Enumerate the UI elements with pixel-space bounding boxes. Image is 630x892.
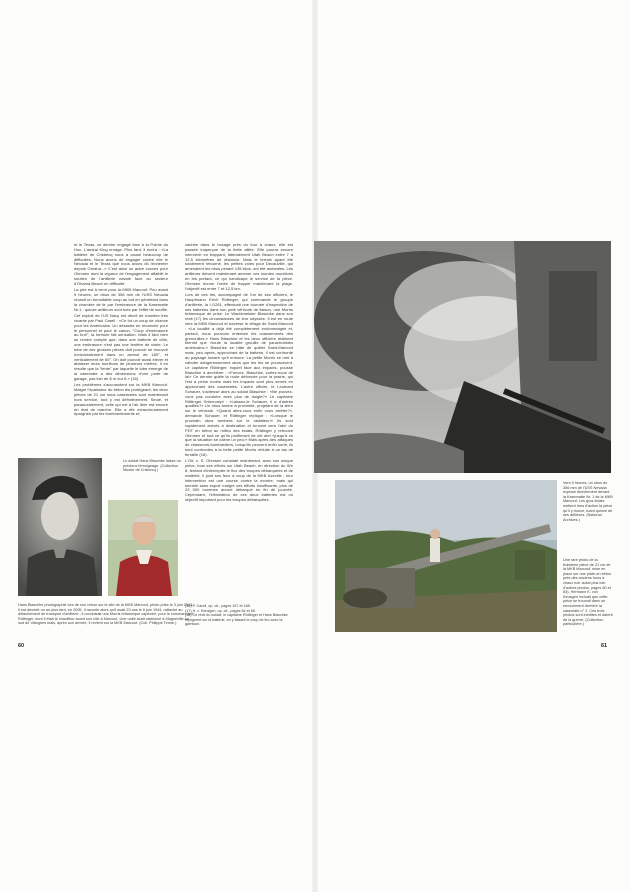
footnote-16: (16) P. Carell, op. cit., pages 167 et 168. [185,604,251,608]
paragraph: et le Texas, ce dernier engagé face à la Pointe du Hoc. L'amiral King enrage. Plus tard, il écrira : «La batterie de Crisbecq nous a causé beaucoup de difficultés. Nous avons dû engager contre elle le Nevada et le Texas que nous avons dû réorienter depuis Omaha...» C'est ainsi un autre succès pour Ohmsen dont la vigueur de l'engagement affaiblit le soutien de l'artillerie navale face au secteur d'Ohama Beach en difficulté. [74,243,168,286]
footnote-17: (17) H. v. Keusgen, op. cit., pages 64 et 65. [185,608,256,613]
paragraph: cachée dans le bocage près du four à chaux, elle est passée inaperçue de la flotte alliée. Elle pourra encore intervenir en frappant, latéralement Utah Beach entre 7 à 12,5 kilomètres de distance. Mais le terrain ayant été totalement retourné, les petites voies pour Decauville, qui amenaient les obus pesant 135 kilos, ont été anéanties. Les artilleurs doivent maintenant amener ces lourdes munitions en les portant, ce qui handicape le service de la pièce. Ohmsen donne l'ordre de frapper maintenant la plage, l'objectif est entre 7 et 12,5 km. [185,243,293,291]
paragraph: L'Oit. z. S. Ohmsen constate maintenant, avec son unique pièce, tous ses efforts sur Utah Beach, en direction du Wn 8, tentant d'intercepter le flux des troupes débarquées et de matériel, il jouit ses feux à coup de la MKB Azeville ; leur intervention est une course contre la montre, mais qui semble sans espoir malgré ces efforts insuffisants, plus de 23 000 hommes auront débarqué en fin de journée. Cependant, l'élimination de ces deux batteries est un objectif important pour les troupes débarquées. [185,458,293,503]
footnotes [185,604,295,627]
text-column-1 [74,243,168,453]
elderly-man-photo [108,500,178,596]
explosion-photo [314,241,611,473]
paragraph: Cet exploit de l'US Navy est décrit de manière très vivante par Paul Carell : «Ce fut un coup de chance pour les Américains. Un désastre en revanche pour le personnel et pour le canon. "Coup d'embrasure au but!", la formule fait sensation. Mais il faut bien se rendre compte que, dans une batterie de côte, une embrasure n'est pas une fenêtre de visée. Le tube de ces grosses pièces doit pouvoir se mouvoir horizontalement dans un azimut de 180°, et verticalement de 60°. On doit pouvoir aussi élever et abaisser leurs tourillons de plusieurs mètres. Il en résulte que la "fente" par laquelle le tube émerge de la casemate a des dimensions d'une porte de garage, pas loin de 6 m sur 6.» (16) [74,313,168,381]
artillery-gun-photo [335,480,557,632]
right-caption-top: Vers 9 heures, un obus de 356 mm de l'USS Nevada explose directement devant la Kasematte Nr. 1 de la MKB Marcouf. Les gros éclats mettent hors d'action la pièce qu'il y trouve, tuant quinze de ses artilleurs. (National Archives.) [563,481,613,522]
paragraph: Lors de ces tirs, accompagné de l'un de ses officiers, le Hauptmann Erich Rüttinger, qui commande le groupe d'artillerie, la I./1261, effectuait une tournée d'inspection de ses batteries dans son petit véhicule de liaison, une Morris britannique de prise. Le Wachtmeister Blaschke dans son récit (17) les circonstances de leur odyssée. Il est en route vers la MKB Marcouf et traverse le village de Saint-Marcouf : «La localité a déjà été complètement endommagée et, partout, nous pouvons entendre les coassements des grenouilles.» Hans Blaschke et les deux officiers réalisent bientôt que «toute la localité grouille de parachutistes américains.» Blaschke se hâte de quitter Saint-Marcouf mais, peu après, approchant de la batterie, il est confronté au paysage lunaire qu'il entoure. La petite Morris se met à cahoter dangereusement alors que les tirs se poursuivent. Le capitaine Rüttinger, inquiet face aux impacts, pousse Blaschke à accélérer : «Foncez, Blaschke, sortez-nous de là!» Ce dernier quitte la route défoncée pour la prairie, qui l'est à peine moins mais les impacts sont plus serrés en approchant des casemates. L'autre officier, le Leutnant Schauer, s'adresse alors au soldat Blaschke : «Ne pouvez-vous pas conduire avec plus de doigté?» Le capitaine Rüttinger l'interrompt : «Laissez-le Schauer, il a d'autres qualités?» Un obus tombe à proximité, projetant de la terre sur le véhicule. «Quand allez-vous enfin vous arrêter?», demande Schauer, et Rüttinger réplique : «Lorsque le prochain obus tombera sur le radiateur!» Ils sont rapidement arrivés à destination et foncent vers l'abri du PDT en béton au milieu des éclats. Rüttinger y retrouve Ohmsen et tout ce qu'ils profiteront de cet abri «jusqu'à ce que la situation se calme un peu.» Mais après des attaques de chasseurs-bombardiers, lorsqu'ils peuvent enfin sortir, ils sont confrontés à la belle petite Morris réduite à un tas de ferraille (18). [185,292,293,457]
page-number-left: 60 [18,643,25,649]
soldier-portrait-photo [18,458,102,596]
bottom-left-caption: Hans Blaschke photographié lors de son retour sur le site de la MKB Marcouf, photo prise le 3 juin 2004. Il est décédé un an plus tard, en 2005. Il raconte alors qu'il avait 23 ans le 6 juin 1944, rattaché au détachement de transport d'artillerie ; il conduisait une Morris britannique capturée, pour le commandant Rüttinger, dont il était le chauffeur avant son rôle à Marcouf. Une unité avait stationné à Magneville au sud de Valognes mais, après son arrivée, il revient sur la MKB Marcouf. (Coll. Philippe Tenne.) [18,603,194,626]
footnote-18: (18) Ce récit du soldat, le capitaine Rüttinger et Hans Blaschke rejoignent sur la batterie, en y faisant le coup de feu avec la garnison. [185,613,288,626]
portrait-caption: Le soldat Hans Blaschke laisse un précieux témoignage. (Collection Musée de Crisbecq.) [123,459,181,473]
text-column-2 [185,243,293,584]
right-caption-bottom: Une rare photo de la troisième pièce de 21 cm de la MKB Marcouf, mise en place sur une plate-en béton près des anciens fours à chaux noir aussi plus loin d'autres photos, pages 80 et 83). Hermann K. von Keusgen incluait que cette pièce se trouvait dans un encuvement derrière la casemate n° 2. Ces trois photos sont inédites et datent de la guerre. (Collection particulière.) [563,558,613,627]
paragraph: La pire est à venir pour la MKB Marcouf. Peu avant 9 heures, un obus de 356 mm de l'USS Nevada réussit un formidable coup au but en pénétrant dans la chambre de tir par l'embrasure de la Kasematte Nr.1 : quinze artilleurs sont tués par l'effet de souffle. [74,287,168,312]
paragraph: Les problèmes s'accumulent sur la MKB Marcouf. Malgré l'épaisseur du béton les protégeant, les deux pièces de 21 cm sous casemates sont maintenant hors service, tout y est définitivement. Seule, et paradoxalement, celle qui est à l'air libre est encore en état de marche. Elle a été miraculeusement épargnée par les bombardements et, [74,382,168,417]
page-number-right: 61 [601,643,608,649]
